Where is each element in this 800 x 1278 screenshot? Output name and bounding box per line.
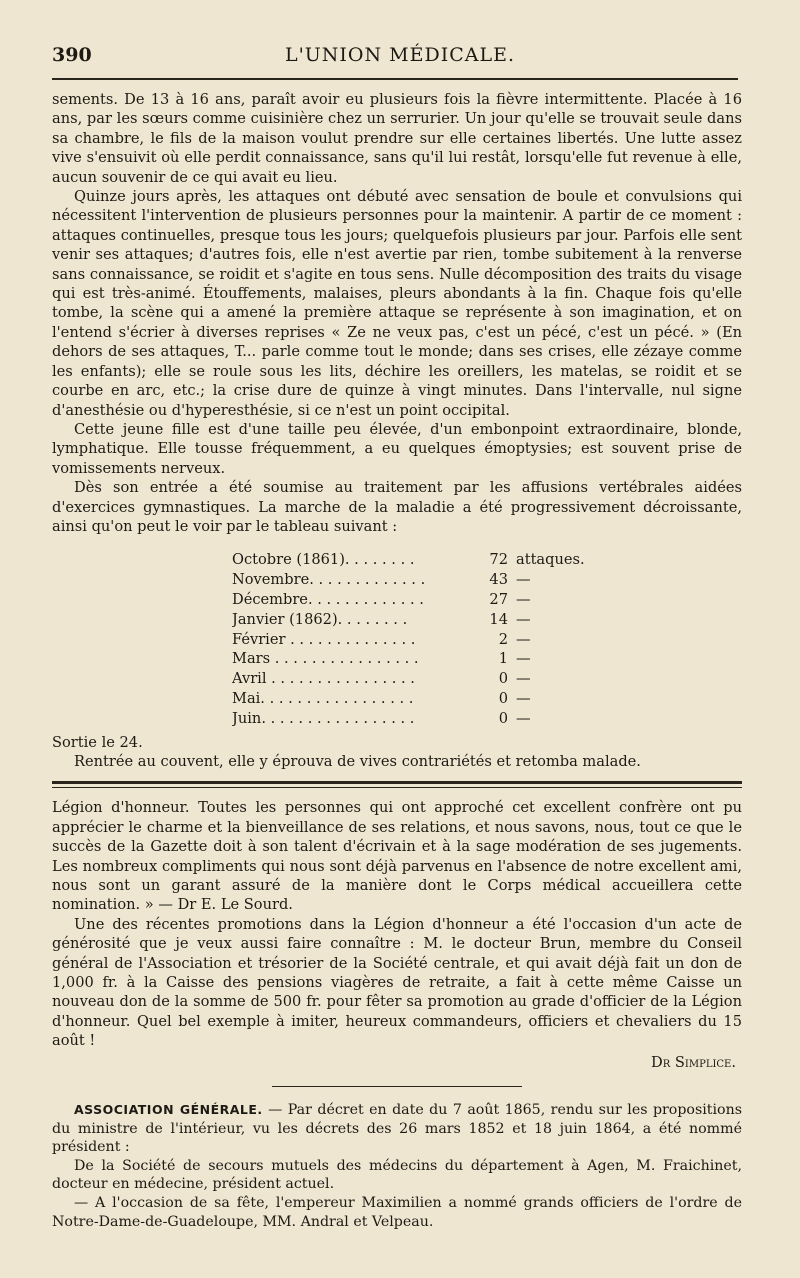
table-row <box>232 590 592 610</box>
table-row <box>232 649 592 669</box>
association-notice <box>52 1101 742 1231</box>
table-unit: — <box>516 689 531 707</box>
table-row <box>232 610 592 630</box>
table-count: 72 <box>489 551 508 569</box>
section-divider <box>52 781 742 788</box>
table-month: Juin. . . . . . . . . . . . . . . . . <box>232 709 415 727</box>
table-unit: — <box>516 650 531 668</box>
table-unit: — <box>516 670 531 688</box>
table-row <box>232 630 592 650</box>
table-count: 0 <box>498 689 508 707</box>
table-count: 14 <box>489 610 508 628</box>
table-count: 2 <box>498 630 508 648</box>
paragraph: Dès son entrée a été soumise au traitement par les affusions vertébrales aidées d'exercices gymnastiques. La marche de la maladie a été progressivement décroissante, ainsi qu'on peut le voir par le tableau suivant : <box>52 479 742 535</box>
article-body <box>52 90 742 1231</box>
table-count: 1 <box>498 650 508 668</box>
page-header <box>52 44 748 72</box>
paragraph <box>52 1101 742 1157</box>
center-divider <box>272 1086 522 1087</box>
table-month: Avril . . . . . . . . . . . . . . . . <box>232 670 415 688</box>
table-row <box>232 669 592 689</box>
second-article <box>52 798 742 1072</box>
table-count: 27 <box>489 590 508 608</box>
table-month: Octobre (1861). . . . . . . . <box>232 551 415 569</box>
paragraph: Rentrée au couvent, elle y éprouva de vives contrariétés et retomba malade. <box>74 752 641 770</box>
attack-table <box>232 550 592 728</box>
table-month: Novembre. . . . . . . . . . . . . <box>232 571 426 589</box>
association-text: — Par décret en date du 7 août 1865, rendu sur les propositions du ministre de l'intérieur, vu les décrets des 26 mars 1852 et 18 juin 1864, a été nommé président : <box>52 1102 742 1156</box>
table-unit: — <box>516 571 531 589</box>
paragraph: Cette jeune fille est d'une taille peu élevée, d'un embonpoint extraordinaire, blonde, lymphatique. Elle tousse fréquemment, a eu quelques émoptysies; est souvent prise de vomissements nerveux. <box>52 420 742 477</box>
page-number: 390 <box>52 44 92 66</box>
table-month: Mars . . . . . . . . . . . . . . . . <box>232 650 419 668</box>
table-unit: — <box>516 709 531 727</box>
paragraph: Quinze jours après, les attaques ont débuté avec sensation de boule et convulsions qui nécessitent l'intervention de plusieurs personnes pour la maintenir. A partir de ce moment : attaques continuelles, presque tous les jours; quelquefois plusieurs par jour. Parfois elle sent venir ses attaques; d'autres fois, elle n'est avertie par rien, tombe subitement à la renverse sans connaissance, se roidit et s'agite en tous sens. Nulle décomposition des traits du visage qui est très-animé. Étouffements, malaises, pleurs abondants à la fin. Chaque fois qu'elle tombe, la scène qui a amené la première attaque se représente à son imagination, et on l'entend s'écrier à diverses reprises « Ze ne veux pas, c'est un pécé, c'est un pécé. » (En dehors de ses attaques, T... parle comme tout le monde; dans ses crises, elle zézaye comme les enfants); elle se roule sous les lits, déchire les oreillers, les matelas, se roidit et se courbe en arc, etc.; la crise dure de quinze à vingt minutes. Dans l'intervalle, nul signe d'anesthésie ou d'hyperesthésie, si ce n'est un point occipital. <box>52 188 742 419</box>
paragraph: — A l'occasion de sa fête, l'empereur Maximilien a nommé grands officiers de l'ordre de Notre-Dame-de-Guadeloupe, MM. Andral et Velpeau. <box>52 1194 742 1230</box>
table-unit: — <box>516 610 531 628</box>
table-count: 0 <box>498 709 508 727</box>
table-count: 0 <box>498 670 508 688</box>
header-rule <box>52 78 738 80</box>
running-title: L'UNION MÉDICALE. <box>284 44 516 66</box>
table-unit: attaques. <box>516 551 585 569</box>
paragraph: De la Société de secours mutuels des médecins du département à Agen, M. Fraichinet, docteur en médecine, président actuel. <box>52 1157 742 1193</box>
table-row <box>232 689 592 709</box>
table-row <box>232 709 592 729</box>
table-row <box>232 550 592 570</box>
table-unit: — <box>516 630 531 648</box>
table-row <box>232 570 592 590</box>
table-month: Février . . . . . . . . . . . . . . <box>232 630 416 648</box>
paragraph: Légion d'honneur. Toutes les personnes qui ont approché cet excellent confrère ont pu apprécier le charme et la bienveillance de ses relations, et nous savons, nous, tout ce que le succès de la Gazette doit à son talent d'écrivain et à la sage modération de ses jugements. Les nombreux compliments qui nous sont déjà parvenus en l'absence de notre excellent ami, nous sont un garant assuré de la manière dont le Corps médical accueillera cette nomination. » — Dr E. Le Sourd. <box>52 799 742 914</box>
association-label: ASSOCIATION GÉNÉRALE. <box>74 1102 263 1118</box>
table-month: Mai. . . . . . . . . . . . . . . . . <box>232 689 414 707</box>
paragraph: sements. De 13 à 16 ans, paraît avoir eu plusieurs fois la fièvre intermittente. Placée à 16 ans, par les sœurs comme cuisinière chez un serrurier. Un jour qu'elle se trouvait seule dans sa chambre, le fils de la maison voulut prendre sur elle certaines libertés. Une lutte assez vive s'ensuivit où elle perdit connaissance, sans qu'il lui restât, lorsqu'elle fut revenue à elle, aucun souvenir de ce qui avait eu lieu. <box>52 91 742 186</box>
table-count: 43 <box>489 571 508 589</box>
paragraph: Sortie le 24. <box>52 733 143 751</box>
paragraph: Une des récentes promotions dans la Légion d'honneur a été l'occasion d'un acte de générosité que je veux aussi faire connaître : M. le docteur Brun, membre du Conseil général de l'Association et trésorier de la Société centrale, et qui avait déjà fait un don de 1,000 fr. à la Caisse des pensions viagères de retraite, a fait à cette même Caisse un nouveau don de la somme de 500 fr. pour fêter sa promotion au grade d'officier de la Légion d'honneur. Quel bel exemple à imiter, heureux commandeurs, officiers et chevaliers du 15 août ! <box>52 915 742 1050</box>
table-unit: — <box>516 590 531 608</box>
table-month: Janvier (1862). . . . . . . . <box>232 610 408 628</box>
table-month: Décembre. . . . . . . . . . . . . <box>232 590 424 608</box>
signature: Dr Simplice. <box>651 1053 736 1071</box>
